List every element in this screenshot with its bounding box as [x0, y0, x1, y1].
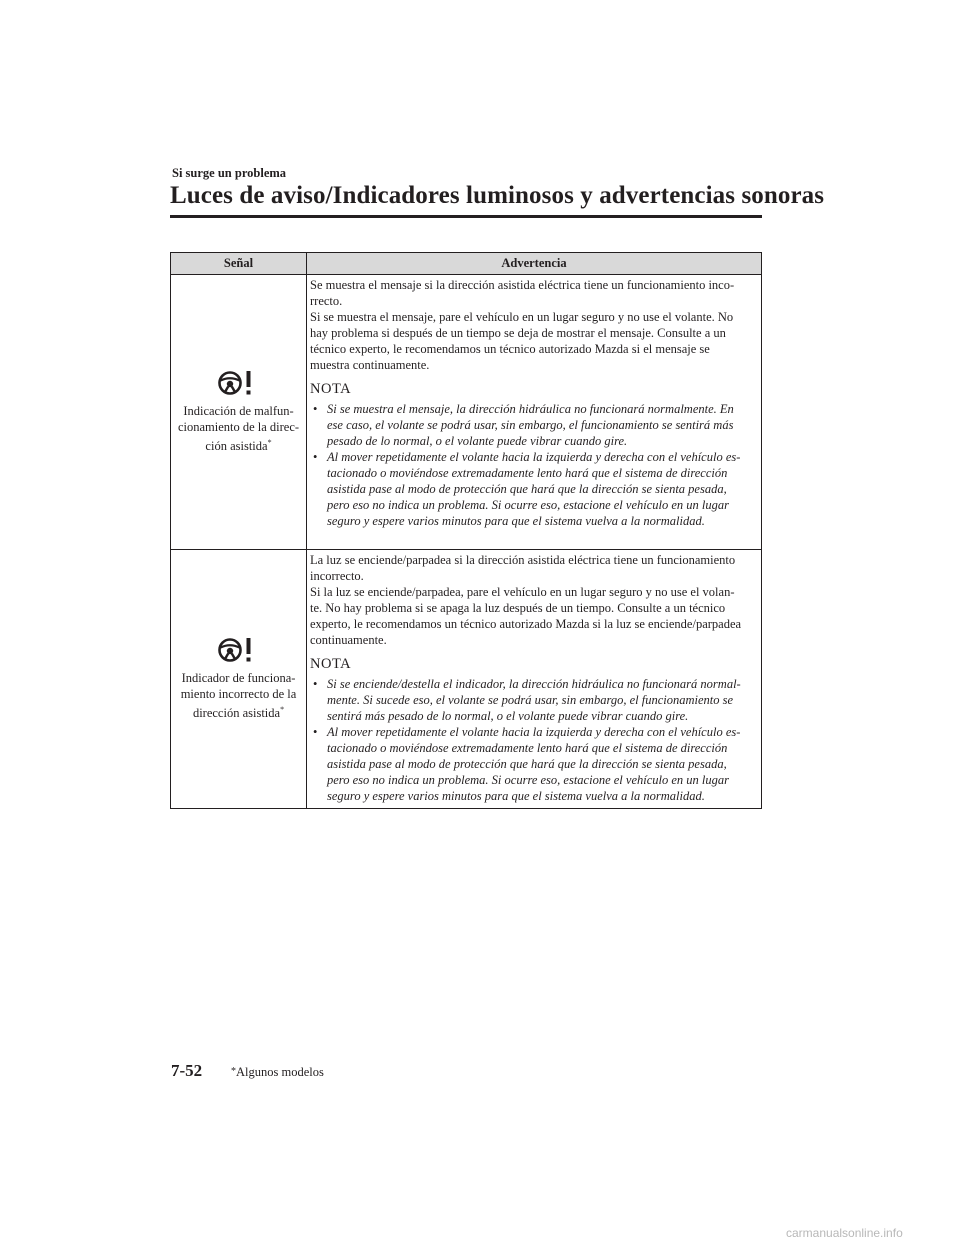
list-item — [310, 401, 759, 449]
nota-heading: NOTA — [310, 381, 352, 397]
nota-heading: NOTA — [310, 656, 352, 672]
warning-text: Se muestra el mensaje si la dirección asistida eléctrica tiene un funcionamiento inco- rrecto. Si se muestra el mensaje, pare el vehículo en un lugar seguro y no use el volante. No hay problema si después de un tiempo se deja de mostrar el mensaje. Consulte a un técnico experto, le recomendamos un técnico autorizado Mazda si el mensaje se muestra continuamente. — [310, 278, 735, 372]
warning-description-cell — [307, 550, 762, 809]
warning-description-cell — [307, 275, 762, 550]
list-item — [310, 449, 759, 529]
bullet-icon: • — [313, 725, 318, 739]
nota-list — [310, 676, 759, 804]
page-number: 7-52 — [171, 1061, 203, 1080]
table-row — [171, 275, 762, 550]
signal-label-text: Indicación de malfun- cionamiento de la direc- ción asistida — [177, 404, 300, 454]
table-header-row — [171, 253, 762, 275]
section-label: Si surge un problema — [172, 166, 287, 180]
note-text: Si se enciende/destella el indicador, la dirección hidráulica no funcionará normal- mente. Si sucede eso, el volante se podrá usar, sin embargo, el funcionamiento se sentirá más pesado de lo normal, o el volante puede vibrar cuando gire. — [327, 677, 741, 723]
warning-table — [170, 252, 762, 809]
signal-label-text: Indicador de funciona- miento incorrecto de la dirección asistida — [180, 671, 297, 721]
header-warning: Advertencia — [307, 253, 762, 275]
footnote — [231, 1065, 324, 1080]
page-title: Luces de aviso/Indicadores luminosos y advertencias sonoras — [170, 182, 825, 209]
list-item — [310, 724, 759, 804]
bullet-icon: • — [313, 450, 318, 464]
warning-text: La luz se enciende/parpadea si la dirección asistida eléctrica tiene un funcionamiento incorrecto. Si la luz se enciende/parpadea, pare el vehículo en un lugar seguro y no use el volan- te. No hay problema si se apaga la luz después de un tiempo. Consulte a un técnico experto, le recomendamos un técnico autorizado Mazda si la luz se enciende/parpadea continuamente. — [310, 553, 742, 647]
table-row — [171, 550, 762, 809]
signal-cell — [171, 275, 307, 550]
title-rule — [170, 215, 762, 218]
footnote-text: Algunos modelos — [236, 1065, 324, 1079]
bullet-icon: • — [313, 402, 318, 416]
note-text: Al mover repetidamente el volante hacia la izquierda y derecha con el vehículo es- tacionado o moviéndose extremadamente lento hará que el sistema de dirección asistida pase al modo de protección que hará que la dirección se sienta pesada, pero eso no indica un problema. Si ocurre eso, estacione el vehículo en un lugar seguro y espere varios minutos para que el sistema vuelva a la normalidad. — [327, 450, 741, 528]
steering-warning-icon — [217, 636, 261, 664]
nota-list — [310, 401, 759, 529]
list-item — [310, 676, 759, 724]
header-signal: Señal — [171, 253, 307, 275]
watermark: carmanualsonline.info — [786, 1226, 903, 1240]
note-text: Si se muestra el mensaje, la dirección hidráulica no funcionará normalmente. En ese caso, el volante se podrá usar, sin embargo, el funcionamiento se sentirá más pesado de lo normal, o el volante puede vibrar cuando gire. — [327, 402, 734, 448]
footnote-star: * — [231, 1066, 236, 1077]
steering-warning-icon — [217, 369, 261, 397]
signal-label — [173, 403, 304, 454]
note-text: Al mover repetidamente el volante hacia la izquierda y derecha con el vehículo es- tacionado o moviéndose extremadamente lento hará que el sistema de dirección asistida pase al modo de protección que hará que la dirección se sienta pesada, pero eso no indica un problema. Si ocurre eso, estacione el vehículo en un lugar seguro y espere varios minutos para que el sistema vuelva a la normalidad. — [327, 725, 741, 803]
bullet-icon: • — [313, 677, 318, 691]
footnote-mark: * — [267, 438, 272, 448]
signal-cell — [171, 550, 307, 809]
signal-label — [173, 670, 304, 721]
footnote-mark: * — [280, 705, 285, 715]
